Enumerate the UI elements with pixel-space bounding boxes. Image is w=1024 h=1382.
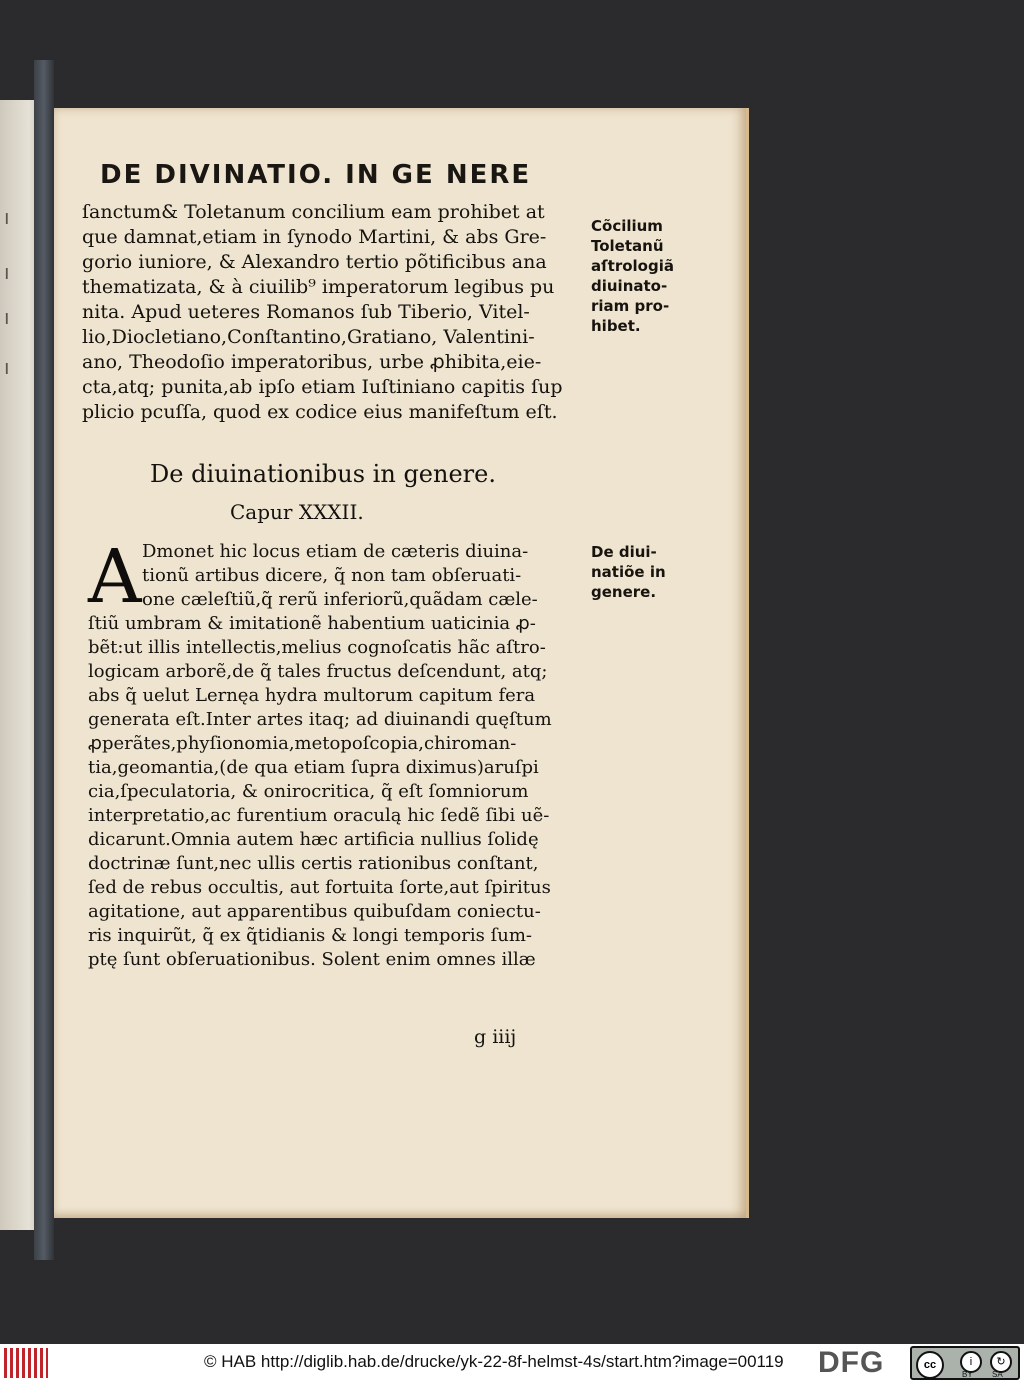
text-line: dicarunt.Omnia autem hæc artificia nullius ſolidę [88,829,539,850]
prev-page-mark: ı [4,260,10,284]
cc-icon: cc [916,1351,944,1379]
text-line: abs q̃ uelut Lernęa hydra multorum capitum fera [88,685,536,706]
text-line: doctrinæ ſunt,nec ullis certis rationibus conſtant, [88,853,539,874]
text-line: tia,geomantia,(de qua etiam ſupra diximus)aruſpi [88,757,539,778]
viewer-footer [0,1344,1024,1382]
signature-mark: g iiij [474,1026,517,1048]
text-line: ſtiũ umbram & imitationẽ habentium uaticinia ꝓ- [88,613,536,634]
book-spine [34,60,54,1260]
text-line: lio,Diocletiano,Conſtantino,Gratiano, Valentini- [82,326,535,348]
text-line: ſed de rebus occultis, aut fortuita ſorte,aut ſpiritus [88,877,551,898]
margin-note-concilium [591,216,691,336]
cc-license-badge[interactable] [910,1346,1020,1380]
running-title: DE DIVINATIO. IN GE NERE [100,160,532,190]
chapter-heading: De diuinationibus in genere. [150,460,496,488]
margin-note-divinatione [591,542,691,602]
margin-line: genere. [591,583,657,601]
text-line: que damnat,etiam in ſynodo Martini, & abs Gre- [82,226,547,248]
text-line: tionũ artibus dicere, q̃ non tam obſeruati- [142,565,522,586]
chapter-text-block [88,612,608,972]
text-line: thematizata, & à ciuilib⁹ imperatorum legibus pu [82,276,555,298]
prev-page-mark: ı [4,355,10,379]
text-line: ꝓperãtes,phyſionomia,metopoſcopia,chiroman- [88,733,517,754]
sa-label: SA [992,1370,1003,1379]
library-logo-icon [4,1348,48,1378]
margin-line: De diui- [591,543,657,561]
text-line: cta,atq; punita,ab ipſo etiam Iuſtiniano capitis ſup [82,376,563,398]
text-line: bẽt:ut illis intellectis,melius cognoſcatis hãc aſtro- [88,637,546,658]
text-line: one cæleſtiũ,q̃ rerũ inferiorũ,quãdam cæle- [142,589,538,610]
margin-line: riam pro- [591,297,670,315]
prev-page-mark: ı [4,205,10,229]
text-line: ſanctum& Toletanum concilium eam prohibet at [82,201,545,223]
margin-line: diuinato- [591,277,668,295]
chapter-number: Capur XXXII. [230,500,364,524]
text-line: gorio iuniore, & Alexandro tertio põtificibus ana [82,251,547,273]
drop-capital: A [88,534,142,620]
text-line: ptę ſunt obſeruationibus. Solent enim omnes illæ [88,949,536,970]
margin-line: hibet. [591,317,641,335]
text-line: interpretatio,ac furentium oraculą hic ſedẽ ſibi uẽ- [88,805,550,826]
text-line: ano, Theodoſio imperatoribus, urbe ꝓhibita,eie- [82,351,542,373]
chapter-opening-lines [142,540,602,612]
text-line: cia,ſpeculatoria, & onirocritica, q̃ eſt ſomniorum [88,781,529,802]
text-line: plicio pcuſſa, quod ex codice eius manifeſtum eſt. [82,401,558,423]
margin-line: Cõcilium [591,217,663,235]
margin-line: Toletanũ [591,237,664,255]
source-link[interactable]: © HAB http://diglib.hab.de/drucke/yk-22-8f-helmst-4s/start.htm?image=00119 [204,1352,784,1371]
prev-page-mark: ı [4,305,10,329]
text-line: agitatione, aut apparentibus quibuſdam coniectu- [88,901,541,922]
dfg-logo: DFG [818,1346,885,1379]
share-alike-icon: ↻ [990,1351,1012,1373]
main-text-block [82,200,602,425]
text-line: logicam arborẽ,de q̃ tales fructus deſcendunt, atq; [88,661,548,682]
text-line: generata eſt.Inter artes itaq; ad diuinandi quęſtum [88,709,552,730]
text-line: nita. Apud ueteres Romanos ſub Tiberio, Vitel- [82,301,530,323]
by-label: BY [962,1370,973,1379]
text-line: ris inquirũt, q̃ ex q̃tidianis & longi temporis ſum- [88,925,532,946]
margin-line: natiõe in [591,563,666,581]
margin-line: aſtrologiã [591,257,674,275]
text-line: Dmonet hic locus etiam de cæteris diuina- [142,541,529,562]
book-page [54,108,749,1218]
attribution-icon: i [960,1351,982,1373]
